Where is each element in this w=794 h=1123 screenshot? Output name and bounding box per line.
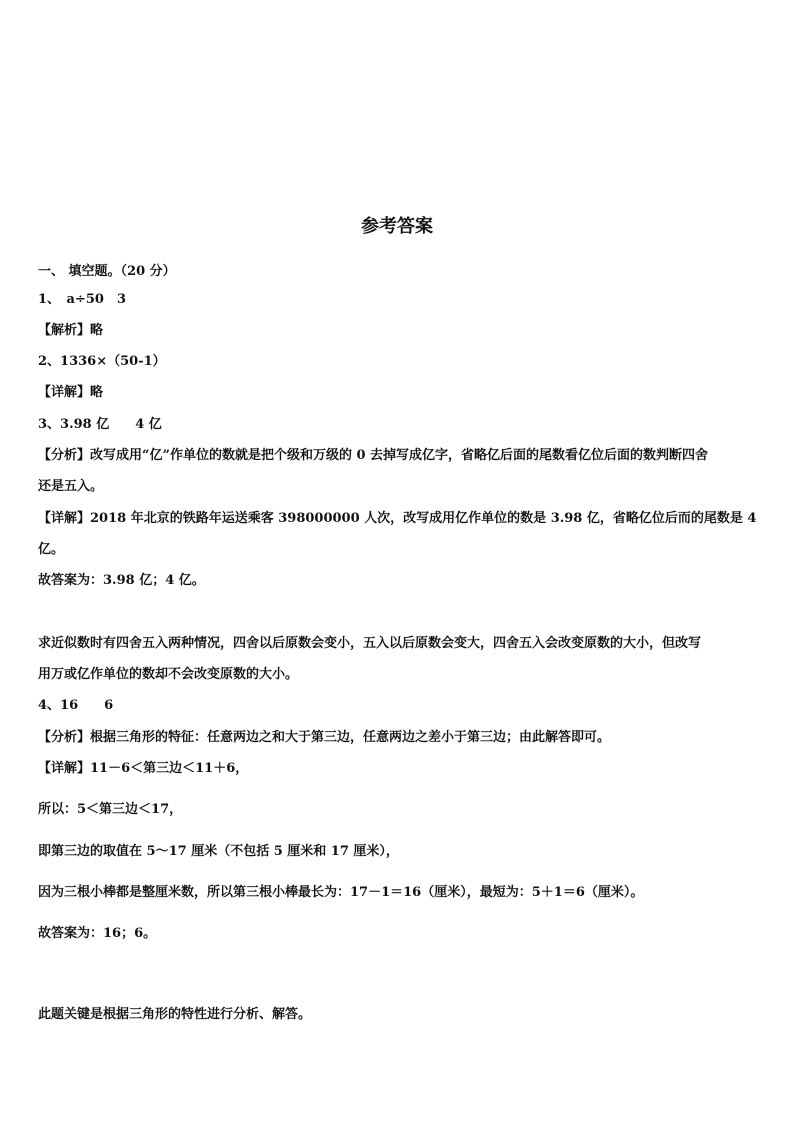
detail-2: 【详解】略: [38, 385, 104, 400]
analysis-3-line1: 【分析】改写成用“亿”作单位的数就是把个级和万级的 0 去掉写成亿字，省略亿后面的尾数看亿位后面的数判断四舍: [38, 448, 709, 463]
answer-2: 2、1336×（50-1）: [38, 354, 166, 369]
conclusion-3: 故答案为：3.98 亿；4 亿。: [38, 573, 205, 588]
analysis-1: 【解析】略: [38, 323, 104, 338]
detail-3-line2: 亿。: [38, 542, 65, 557]
note-4: 此题关键是根据三角形的特性进行分析、解答。: [38, 1007, 312, 1022]
answer-4: 4、16 6: [38, 698, 114, 713]
detail-4-line4: 因为三根小棒都是整厘米数，所以第三根小棒最长为：17－1＝16（厘米），最短为：5＋1＝6（厘米）。: [38, 885, 644, 900]
answer-1: 1、 a÷50 3: [38, 292, 126, 307]
analysis-3-line2: 还是五入。: [38, 479, 104, 494]
answer-3: 3、3.98 亿 4 亿: [38, 417, 162, 432]
detail-3-line1: 【详解】2018 年北京的铁路年运送乘客 398000000 人次，改写成用亿作单位的数是 3.98 亿，省略亿位后而的尾数是 4: [38, 511, 757, 526]
note-3-line1: 求近似数时有四舍五入两种情况，四舍以后原数会变小，五入以后原数会变大，四舍五入会改变原数的大小，但改写: [38, 636, 702, 651]
section-heading: 一、 填空题。（20 分）: [38, 264, 176, 279]
analysis-4: 【分析】根据三角形的特征：任意两边之和大于第三边，任意两边之差小于第三边；由此解答即可。: [38, 730, 611, 745]
detail-4-line2: 所以：5＜第三边＜17，: [38, 802, 183, 817]
detail-4-line1: 【详解】11－6＜第三边＜11＋6，: [38, 761, 249, 776]
detail-4-line3: 即第三边的取值在 5～17 厘米（不包括 5 厘米和 17 厘米），: [38, 844, 399, 859]
note-3-line2: 用万或亿作单位的数却不会改变原数的大小。: [38, 667, 299, 682]
conclusion-4: 故答案为：16；6。: [38, 926, 157, 941]
page-title: 参考答案: [361, 216, 433, 237]
